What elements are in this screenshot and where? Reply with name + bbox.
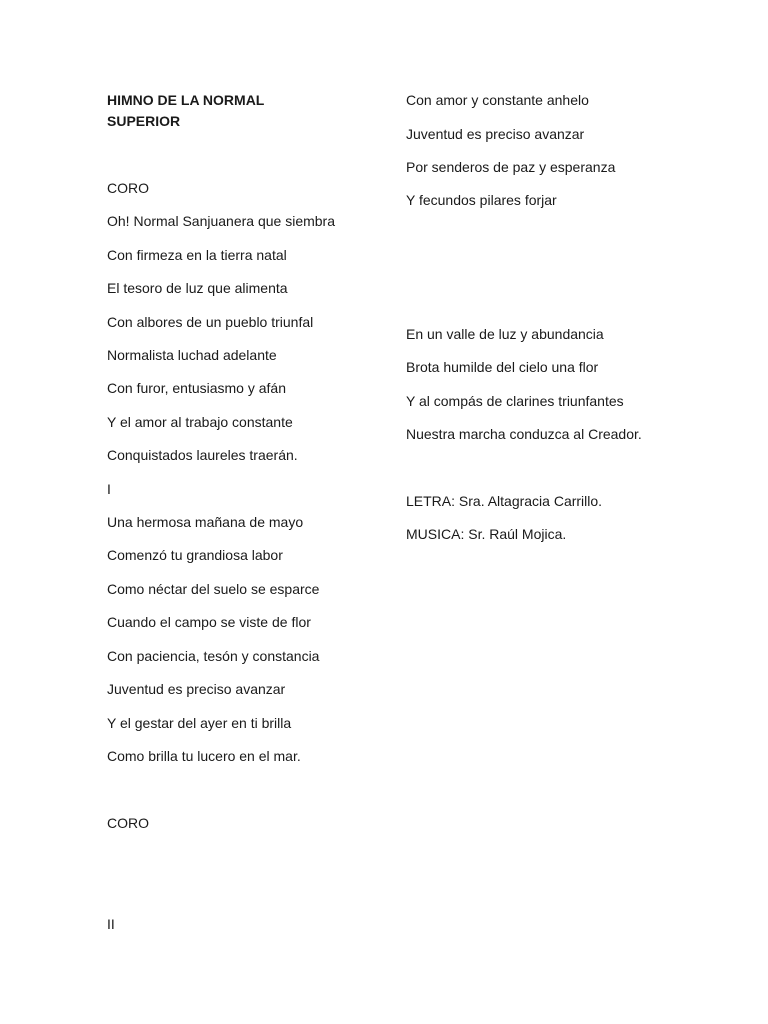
verse-1-label: I (107, 481, 111, 497)
chorus-line: El tesoro de luz que alimenta (107, 280, 288, 296)
verse-1-line: Y el gestar del ayer en ti brilla (107, 715, 292, 731)
chorus-line: Normalista luchad adelante (107, 347, 277, 363)
chorus-label-repeat: CORO (107, 815, 149, 831)
chorus-line: Con firmeza en la tierra natal (107, 247, 287, 263)
chorus-line: Con albores de un pueblo triunfal (107, 314, 314, 330)
chorus-label: CORO (107, 180, 149, 196)
verse-1-line: Como néctar del suelo se esparce (107, 581, 320, 597)
verse-1-line: Con paciencia, tesón y constancia (107, 648, 320, 664)
stanza-line: Con amor y constante anhelo (406, 92, 589, 108)
chorus-line: Con furor, entusiasmo y afán (107, 380, 286, 396)
verse-1-line: Como brilla tu lucero en el mar. (107, 748, 301, 764)
music-credit: MUSICA: Sr. Raúl Mojica. (406, 526, 567, 542)
lyrics-credit: LETRA: Sra. Altagracia Carrillo. (406, 493, 603, 509)
verse-1-line: Cuando el campo se viste de flor (107, 614, 311, 630)
stanza-line: Por senderos de paz y esperanza (406, 159, 616, 175)
verse-1-line: Comenzó tu grandiosa labor (107, 547, 283, 563)
hymn-title-line-1: HIMNO DE LA NORMAL (107, 92, 265, 108)
stanza-line: Brota humilde del cielo una flor (406, 359, 599, 375)
stanza-line: En un valle de luz y abundancia (406, 326, 604, 342)
verse-2-label: II (107, 916, 115, 932)
verse-1-line: Juventud es preciso avanzar (107, 681, 286, 697)
stanza-line: Nuestra marcha conduzca al Creador. (406, 426, 642, 442)
stanza-line: Juventud es preciso avanzar (406, 126, 585, 142)
hymn-title-line-2: SUPERIOR (107, 113, 181, 129)
chorus-line: Y el amor al trabajo constante (107, 414, 293, 430)
chorus-line: Conquistados laureles traerán. (107, 447, 298, 463)
chorus-line: Oh! Normal Sanjuanera que siembra (107, 213, 336, 229)
stanza-line: Y fecundos pilares forjar (406, 192, 557, 208)
stanza-line: Y al compás de clarines triunfantes (406, 393, 624, 409)
verse-1-line: Una hermosa mañana de mayo (107, 514, 304, 530)
